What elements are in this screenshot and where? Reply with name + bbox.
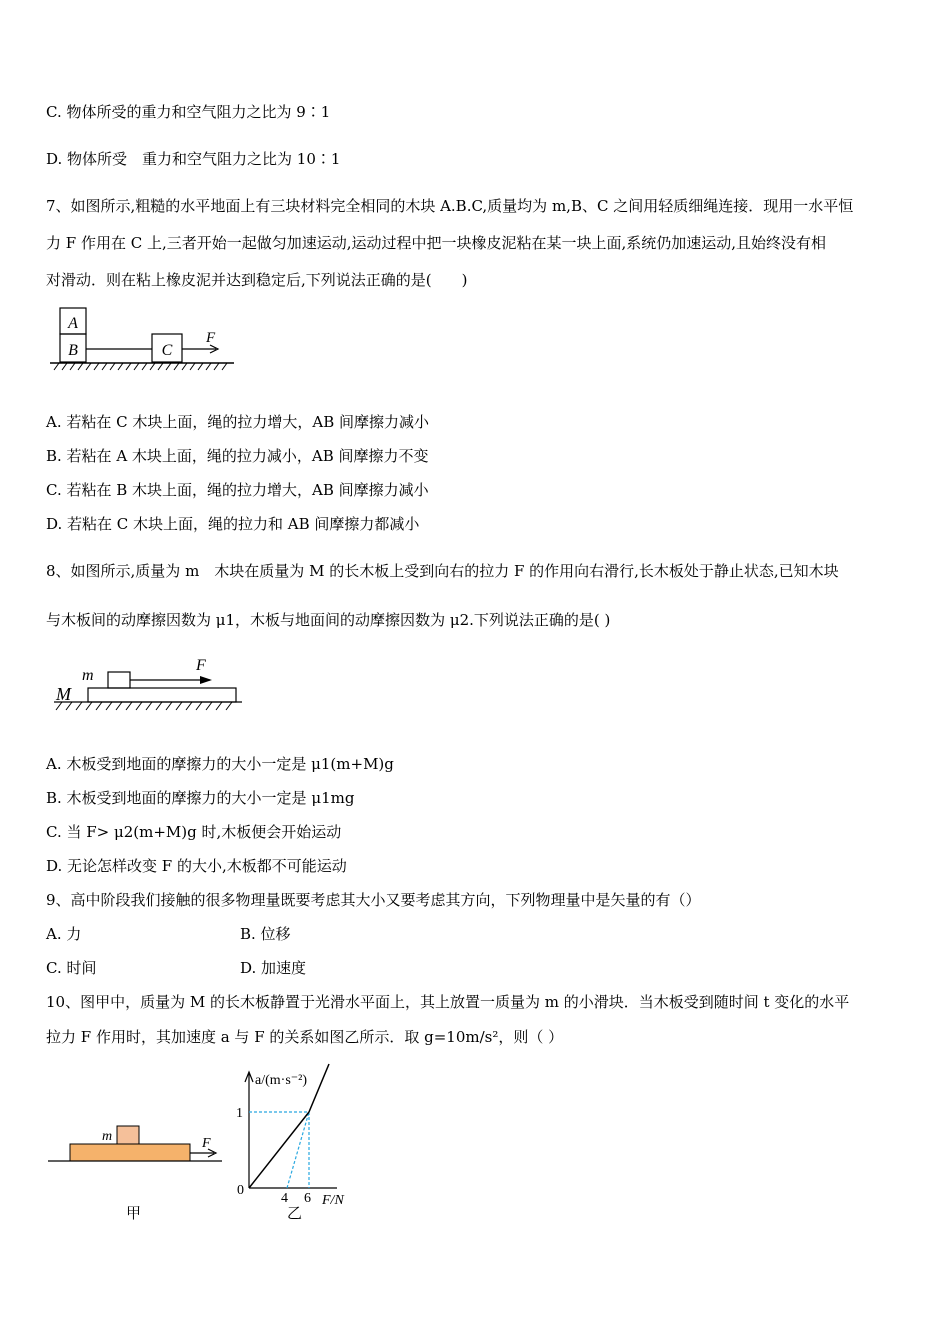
y-tick-1: 1 <box>236 1106 243 1121</box>
q8-option-b: B. 木板受到地面的摩擦力的大小一定是 μ1mg <box>46 789 355 807</box>
q6-option-c: C. 物体所受的重力和空气阻力之比为 9∶1 <box>46 103 331 121</box>
q9-stem: 9、高中阶段我们接触的很多物理量既要考虑其大小又要考虑其方向，下列物理量中是矢量的有（） <box>46 891 701 909</box>
slider-m-label: m <box>102 1129 113 1144</box>
ground-hatch <box>56 702 232 710</box>
q6-option-d: D. 物体所受 重力和空气阻力之比为 10∶1 <box>46 150 341 168</box>
figure-caption-jia: 甲 <box>126 1204 142 1222</box>
q7-option-b: B. 若粘在 A 木块上面，绳的拉力减小，AB 间摩擦力不变 <box>46 447 429 465</box>
x-tick-6: 6 <box>304 1191 311 1206</box>
x-tick-4: 4 <box>281 1191 288 1206</box>
q7-option-c: C. 若粘在 B 木块上面，绳的拉力增大，AB 间摩擦力减小 <box>46 481 429 499</box>
block-c-label: C <box>161 342 173 359</box>
long-board <box>70 1144 190 1161</box>
q8-figure-board <box>50 650 245 720</box>
dashed-extension-4 <box>287 1112 309 1188</box>
q10-figure-jia <box>46 1120 226 1225</box>
q9-option-b: B. 位移 <box>240 925 291 943</box>
board-m-label: M <box>56 684 71 704</box>
q8-option-c: C. 当 F> μ2(m+M)g 时,木板便会开始运动 <box>46 823 342 841</box>
q7-option-d: D. 若粘在 C 木块上面，绳的拉力和 AB 间摩擦力都减小 <box>46 515 420 533</box>
q7-stem-line1: 7、如图所示,粗糙的水平地面上有三块材料完全相同的木块 A.B.C,质量均为 m,B、C 之间用轻质细绳连接．现用一水平恒 <box>46 197 854 215</box>
graph-segment-1 <box>249 1112 309 1188</box>
small-block <box>108 672 130 688</box>
force-label: F <box>206 330 216 346</box>
x-axis-label: F/N <box>322 1193 344 1208</box>
q7-option-a: A. 若粘在 C 木块上面，绳的拉力增大，AB 间摩擦力减小 <box>46 413 430 431</box>
figure-caption-yi: 乙 <box>287 1204 303 1222</box>
small-slider <box>117 1126 139 1144</box>
q8-option-d: D. 无论怎样改变 F 的大小,木板都不可能运动 <box>46 857 347 875</box>
origin-label: 0 <box>237 1183 244 1198</box>
ground-hatch <box>54 363 227 370</box>
q10-stem-line2: 拉力 F 作用时，其加速度 a 与 F 的关系如图乙所示．取 g=10m/s²，则（ ） <box>46 1028 564 1046</box>
q7-figure-blocks <box>46 300 236 380</box>
q10-figure-yi <box>225 1060 375 1225</box>
block-b-label: B <box>68 342 78 359</box>
force-label: F <box>202 1136 211 1151</box>
block-a-label: A <box>68 315 78 332</box>
y-axis-label: a/(m·s⁻²) <box>255 1073 308 1088</box>
q8-stem-line1: 8、如图所示,质量为 m 木块在质量为 M 的长木板上受到向右的拉力 F 的作用向右滑行,长木板处于静止状态,已知木块 <box>46 562 839 580</box>
force-label: F <box>196 657 206 674</box>
block-m-label: m <box>82 667 94 684</box>
q9-option-d: D. 加速度 <box>240 959 307 977</box>
q7-stem-line2: 力 F 作用在 C 上,三者开始一起做匀加速运动,运动过程中把一块橡皮泥粘在某一块上面,系统仍加速运动,且始终没有相 <box>46 234 827 252</box>
q8-stem-line2: 与木板间的动摩擦因数为 μ1，木板与地面间的动摩擦因数为 μ2.下列说法正确的是( ) <box>46 611 611 629</box>
graph-segment-2 <box>309 1064 329 1112</box>
q9-option-c: C. 时间 <box>46 959 97 977</box>
q10-stem-line1: 10、图甲中，质量为 M 的长木板静置于光滑水平面上，其上放置一质量为 m 的小滑块．当木板受到随时间 t 变化的水平 <box>46 993 850 1011</box>
long-board <box>88 688 236 702</box>
q9-option-a: A. 力 <box>46 925 82 943</box>
q7-stem-line3: 对滑动．则在粘上橡皮泥并达到稳定后,下列说法正确的是( ) <box>46 271 468 289</box>
q8-option-a: A. 木板受到地面的摩擦力的大小一定是 μ1(m+M)g <box>46 755 394 773</box>
